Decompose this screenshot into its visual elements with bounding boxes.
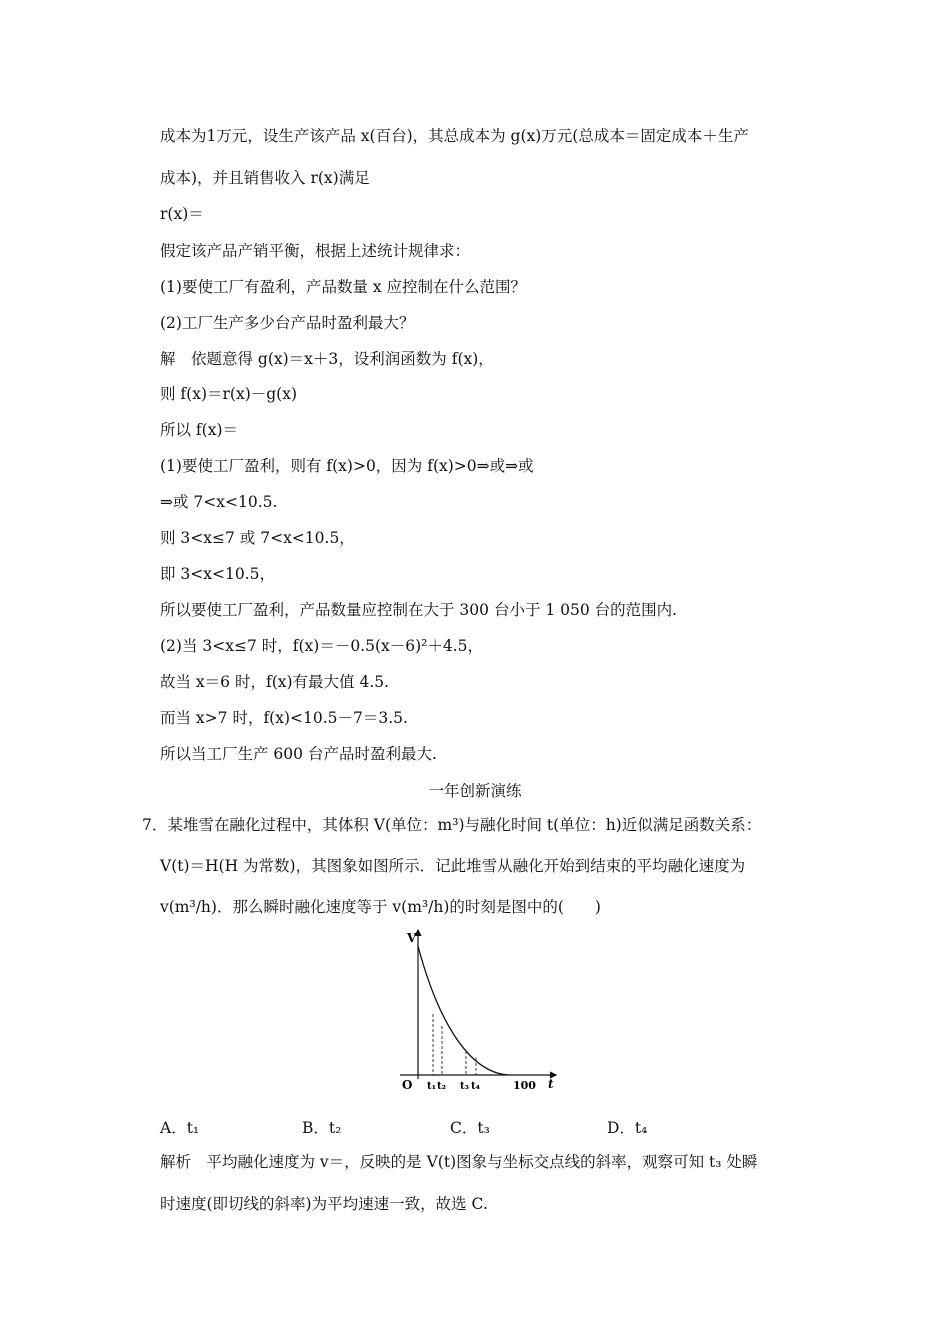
option-a[interactable]: A．t₁: [160, 1119, 200, 1137]
question-1: (1)要使工厂有盈利，产品数量 x 应控制在什么范围？: [160, 278, 527, 296]
answer-options: [160, 1116, 860, 1138]
option-b[interactable]: B．t₂: [302, 1119, 342, 1137]
question-2: (2)工厂生产多少台产品时盈利最大？: [160, 314, 415, 332]
solution-line-12: 所以当工厂生产 600 台产品时盈利最大.: [160, 745, 437, 763]
solution-line-1: 解 依题意得 g(x)＝x＋3，设利润函数为 f(x)，: [160, 350, 494, 368]
volume-time-graph: [396, 924, 566, 1099]
solution-line-6: 则 3<x≤7 或 7<x<10.5，: [160, 529, 355, 547]
x-end-label: 100: [513, 1079, 536, 1092]
solution-line-5: ⇒或 7<x<10.5.: [160, 493, 278, 511]
text-line-1: 成本为1万元，设生产该产品 x(百台)，其总成本为 g(x)万元(总成本＝固定成本＋生产: [160, 127, 749, 145]
text-line-4: 假定该产品产销平衡，根据上述统计规律求：: [160, 242, 471, 260]
question-7-line-1: 7．某堆雪在融化过程中，其体积 V(单位：m³)与融化时间 t(单位：h)近似满足函数关系：: [142, 816, 762, 834]
solution-line-10: 故当 x＝6 时，f(x)有最大值 4.5.: [160, 673, 390, 691]
solution-line-8: 所以要使工厂盈利，产品数量应控制在大于 300 台小于 1 050 台的范围内.: [160, 601, 678, 619]
section-title: 一年创新演练: [428, 782, 522, 800]
x-axis-label: t: [548, 1077, 554, 1091]
solution-line-2: 则 f(x)＝r(x)－g(x): [160, 385, 298, 403]
tick-label-t1: t₁: [427, 1081, 436, 1092]
option-d[interactable]: D．t₄: [607, 1119, 648, 1137]
tick-label-t4: t₄: [471, 1081, 480, 1092]
y-axis-label: V: [407, 931, 417, 945]
question-7-line-3: v(m³/h)．那么瞬时融化速度等于 v(m³/h)的时刻是图中的( ): [160, 898, 601, 916]
tick-label-t3: t₃: [460, 1081, 469, 1092]
solution-line-11: 而当 x>7 时，f(x)<10.5－7＝3.5.: [160, 709, 408, 727]
solution-line-4: (1)要使工厂盈利，则有 f(x)>0，因为 f(x)>0⇒或⇒或: [160, 457, 534, 475]
solution-line-3: 所以 f(x)＝: [160, 421, 238, 439]
text-line-3: r(x)＝: [160, 205, 204, 223]
solution-line-9: (2)当 3<x≤7 时，f(x)＝－0.5(x－6)²＋4.5，: [160, 637, 484, 655]
option-c[interactable]: C．t₃: [450, 1119, 490, 1137]
tick-label-t2: t₂: [437, 1081, 446, 1092]
analysis-line-1: 解析 平均融化速度为 v＝，反映的是 V(t)图象与坐标交点线的斜率，观察可知 t₃ 处瞬: [160, 1153, 758, 1171]
analysis-line-2: 时速度(即切线的斜率)为平均速速一致，故选 C.: [160, 1195, 488, 1213]
text-line-2: 成本)，并且销售收入 r(x)满足: [160, 169, 370, 187]
question-7-line-2: V(t)＝H(H 为常数)，其图象如图所示．记此堆雪从融化开始到结束的平均融化速度为: [160, 857, 746, 875]
volume-curve: [418, 946, 508, 1075]
solution-line-7: 即 3<x<10.5，: [160, 565, 276, 583]
origin-label: O: [402, 1078, 413, 1092]
